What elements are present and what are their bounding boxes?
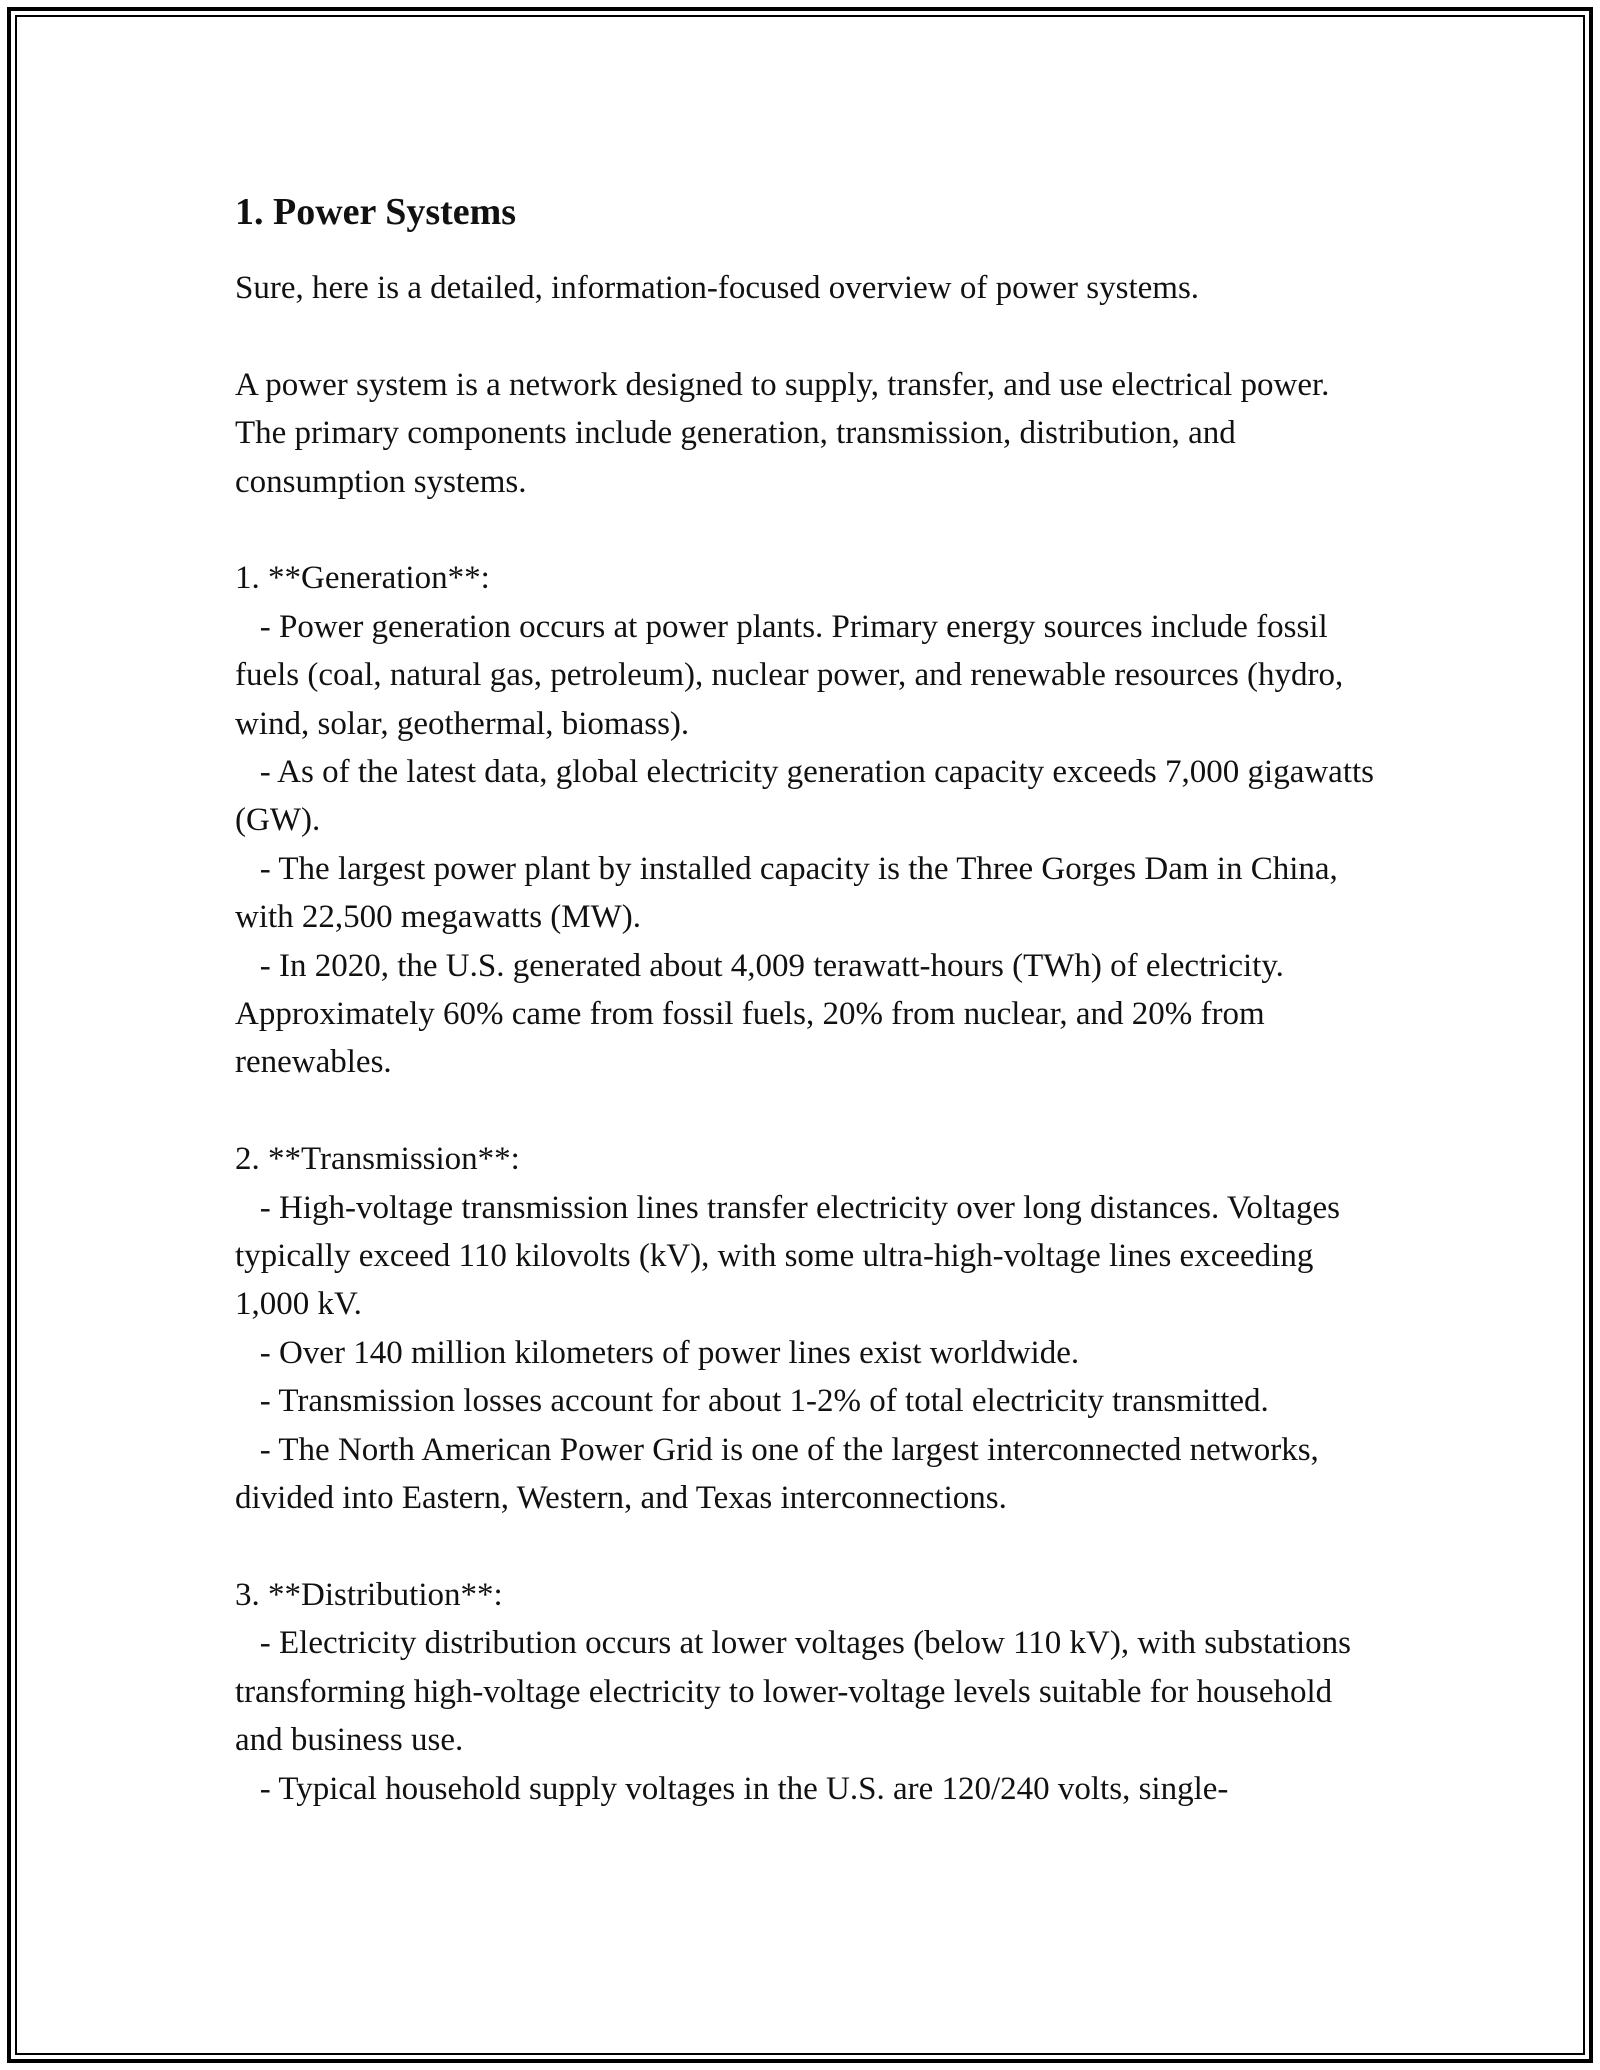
section-heading: 2. **Transmission**:: [235, 1141, 520, 1178]
document-body: [235, 188, 1385, 1813]
list-item: - Power generation occurs at power plants. Primary energy sources include fossil fuels (coal, natural gas, petroleum), nuclear power, and renewable resources (hydro, wind, solar, geothermal, biomass).: [235, 608, 1352, 742]
paragraph-gap: [235, 312, 1385, 360]
intro-paragraph: Sure, here is a detailed, information-focused overview of power systems.: [235, 270, 1200, 306]
paragraph-gap: [235, 1087, 1385, 1135]
section-generation: [235, 554, 1385, 1086]
section-distribution: [235, 1571, 1385, 1813]
paragraph-gap: [235, 506, 1385, 554]
list-item: - In 2020, the U.S. generated about 4,009 terawatt-hours (TWh) of electricity. Approximately 60% came from fossil fuels, 20% from nuclear, and 20% from renewables.: [235, 947, 1291, 1081]
overview-paragraph: A power system is a network designed to supply, transfer, and use electrical power. The primary components include generation, transmission, distribution, and consumption systems.: [235, 366, 1338, 500]
section-heading: 3. **Distribution**:: [235, 1576, 503, 1613]
section-heading: 1. **Generation**:: [235, 560, 490, 597]
list-item: - High-voltage transmission lines transfer electricity over long distances. Voltages typically exceed 110 kilovolts (kV), with some ultra-high-voltage lines exceeding 1,000 kV.: [235, 1189, 1349, 1323]
list-item: - The North American Power Grid is one of the largest interconnected networks, divided into Eastern, Western, and Texas interconnections.: [235, 1431, 1328, 1517]
list-item: - Electricity distribution occurs at lower voltages (below 110 kV), with substations transforming high-voltage electricity to lower-voltage levels suitable for household and business use.: [235, 1625, 1360, 1759]
paragraph-gap: [235, 1523, 1385, 1571]
list-item: - The largest power plant by installed capacity is the Three Gorges Dam in China, with 22,500 megawatts (MW).: [235, 850, 1347, 936]
list-item: - Typical household supply voltages in the U.S. are 120/240 volts, single-: [235, 1770, 1229, 1807]
section-transmission: [235, 1135, 1385, 1522]
list-item: - Transmission losses account for about 1-2% of total electricity transmitted.: [235, 1383, 1269, 1420]
document-title: 1. Power Systems: [235, 191, 517, 233]
list-item: - As of the latest data, global electricity generation capacity exceeds 7,000 gigawatts (GW).: [235, 754, 1383, 839]
list-item: - Over 140 million kilometers of power lines exist worldwide.: [235, 1334, 1080, 1371]
